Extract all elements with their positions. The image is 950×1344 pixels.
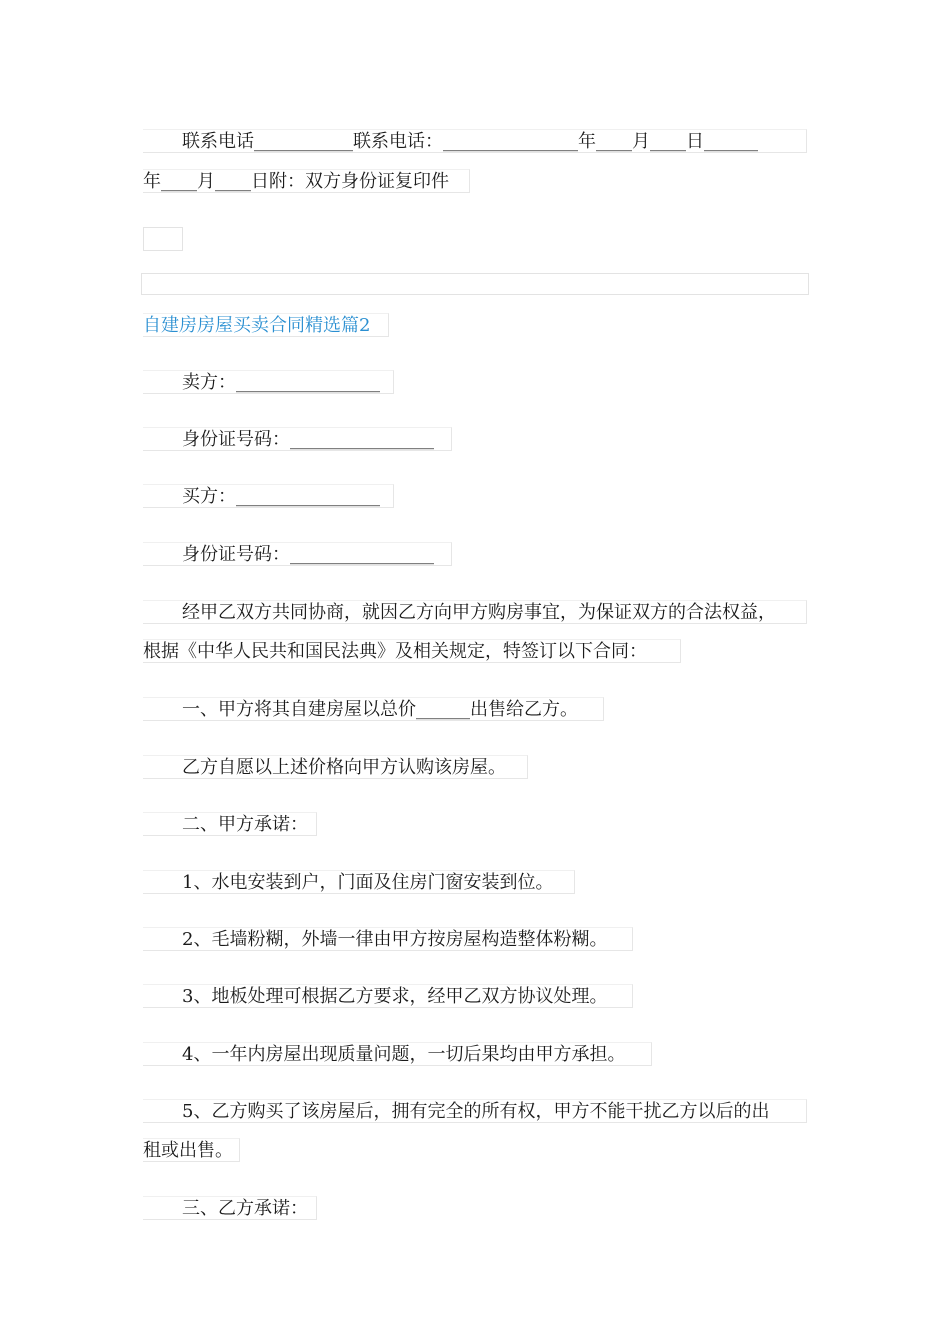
item-2: 2、毛墙粉糊，外墙一律由甲方按房屋构造整体粉糊。 bbox=[143, 927, 633, 951]
clause-1-b: 乙方自愿以上述价格向甲方认购该房屋。 bbox=[143, 755, 528, 779]
buyer-line: 买方：________________ bbox=[143, 484, 394, 508]
empty-box-small bbox=[143, 227, 183, 251]
seller-line: 卖方：________________ bbox=[143, 370, 394, 394]
preamble-line-1: 经甲乙双方共同协商，就因乙方向甲方购房事宜，为保证双方的合法权益， bbox=[143, 600, 807, 624]
clause-1: 一、甲方将其自建房屋以总价______出售给乙方。 bbox=[143, 697, 604, 721]
clause-2: 二、甲方承诺： bbox=[143, 812, 317, 836]
empty-box-wide bbox=[141, 273, 809, 295]
date-attachment-line: 年____月____日附：双方身份证复印件 bbox=[143, 169, 470, 193]
seller-id-line: 身份证号码：________________ bbox=[143, 427, 452, 451]
preamble-line-2: 根据《中华人民共和国民法典》及相关规定，特签订以下合同： bbox=[143, 639, 681, 663]
item-4: 4、一年内房屋出现质量问题，一切后果均由甲方承担。 bbox=[143, 1042, 652, 1066]
section-title: 自建房房屋买卖合同精选篇2 bbox=[143, 313, 389, 337]
item-3: 3、地板处理可根据乙方要求，经甲乙双方协议处理。 bbox=[143, 984, 633, 1008]
item-1: 1、水电安装到户，门面及住房门窗安装到位。 bbox=[143, 870, 575, 894]
buyer-id-line: 身份证号码：________________ bbox=[143, 542, 452, 566]
contact-line: 联系电话___________联系电话：_______________年____月____日______ bbox=[143, 129, 807, 153]
item-5-line-1: 5、乙方购买了该房屋后，拥有完全的所有权，甲方不能干扰乙方以后的出 bbox=[143, 1099, 807, 1123]
clause-3: 三、乙方承诺： bbox=[143, 1196, 317, 1220]
item-5-line-2: 租或出售。 bbox=[143, 1138, 240, 1162]
